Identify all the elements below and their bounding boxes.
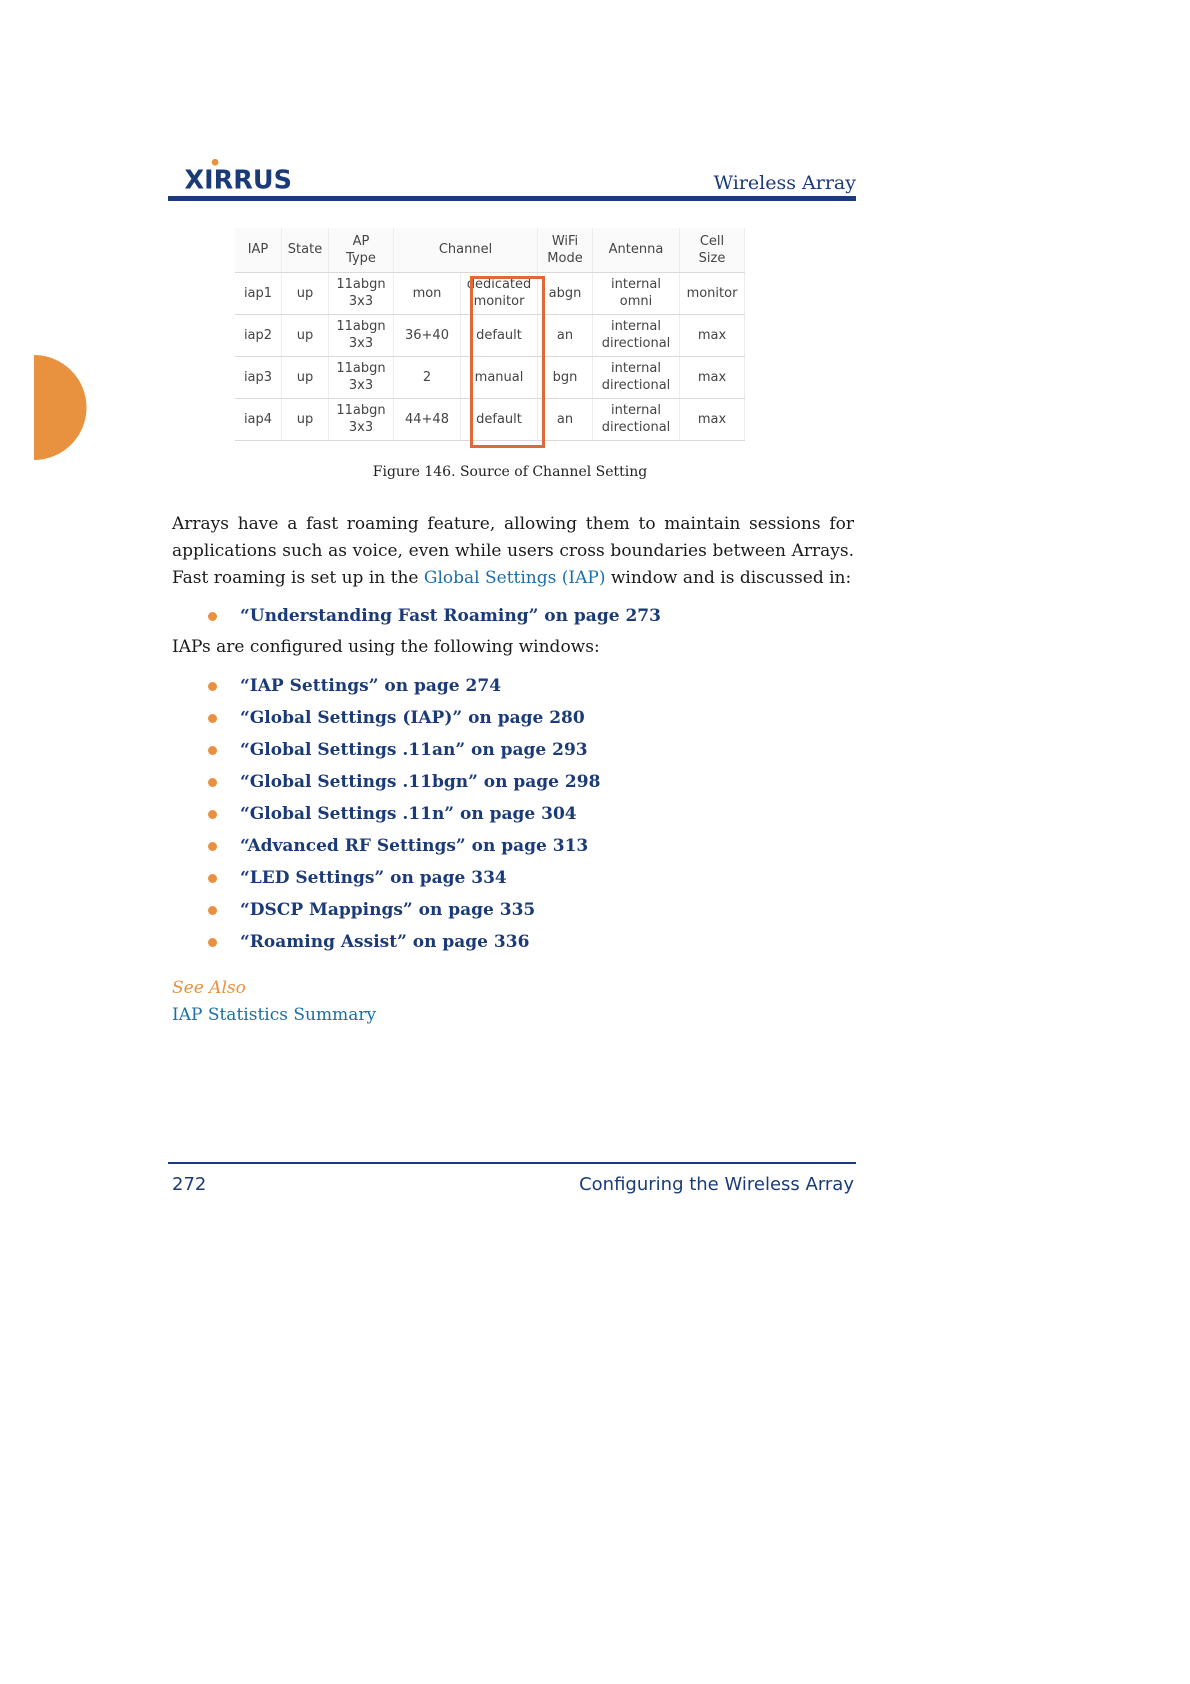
- col-header-wifi-mode: WiFi Mode: [538, 228, 593, 272]
- paragraph-iap-windows: IAPs are configured using the following windows:: [172, 637, 600, 657]
- bullet-icon: [208, 906, 217, 915]
- table-cell: iap1: [235, 272, 282, 314]
- col-header-antenna: Antenna: [593, 228, 680, 272]
- col-header-ap-type: AP Type: [329, 228, 394, 272]
- logo-text: XIRRUS: [184, 165, 292, 192]
- link-text[interactable]: “IAP Settings” on page 274: [240, 676, 502, 696]
- link-text[interactable]: “LED Settings” on page 334: [240, 868, 507, 888]
- table-cell: 11abgn 3x3: [329, 314, 394, 356]
- link-text[interactable]: “Understanding Fast Roaming” on page 273: [240, 606, 661, 626]
- col-header-cell-size: Cell Size: [680, 228, 745, 272]
- channel-source-cell: dedicated monitor: [461, 272, 538, 314]
- table-cell: iap4: [235, 398, 282, 440]
- para-text: window and is discussed in:: [605, 568, 852, 588]
- bullet-icon: [208, 746, 217, 755]
- table-cell: an: [538, 398, 593, 440]
- link-text[interactable]: “DSCP Mappings” on page 335: [240, 900, 536, 920]
- table-cell: up: [282, 398, 329, 440]
- table-cell: 11abgn 3x3: [329, 356, 394, 398]
- table-cell: monitor: [680, 272, 745, 314]
- table-cell: max: [680, 398, 745, 440]
- table-cell: iap2: [235, 314, 282, 356]
- bullet-icon: [208, 612, 217, 621]
- col-header-iap: IAP: [235, 228, 282, 272]
- list-item-link[interactable]: [206, 766, 600, 798]
- table-cell: bgn: [538, 356, 593, 398]
- col-header-channel: Channel: [394, 228, 538, 272]
- fast-roaming-links: [206, 600, 661, 632]
- table-cell: internal omni: [593, 272, 680, 314]
- global-settings-link[interactable]: Global Settings (IAP): [423, 568, 606, 588]
- col-header-state: State: [282, 228, 329, 272]
- table-cell: an: [538, 314, 593, 356]
- list-item-link[interactable]: [206, 830, 600, 862]
- channel-source-cell: default: [461, 314, 538, 356]
- figure-caption: Figure 146. Source of Channel Setting: [372, 464, 648, 480]
- table-cell: max: [680, 314, 745, 356]
- table-header-row: [235, 228, 745, 272]
- chapter-tab: [22, 355, 87, 460]
- bullet-icon: [208, 842, 217, 851]
- table-cell: internal directional: [593, 356, 680, 398]
- channel-source-cell: manual: [461, 356, 538, 398]
- table-cell: internal directional: [593, 314, 680, 356]
- xirrus-logo: [174, 158, 314, 192]
- link-text[interactable]: “Advanced RF Settings” on page 313: [240, 836, 589, 856]
- list-item-link[interactable]: [206, 702, 600, 734]
- see-also-link[interactable]: IAP Statistics Summary: [172, 1005, 377, 1025]
- see-also-heading: See Also: [172, 978, 246, 998]
- list-item-link[interactable]: [206, 862, 600, 894]
- footer-divider: [168, 1162, 856, 1164]
- link-text[interactable]: “Global Settings .11bgn” on page 298: [240, 772, 601, 792]
- link-text[interactable]: “Global Settings .11n” on page 304: [240, 804, 577, 824]
- footer-title: Configuring the Wireless Array: [579, 1174, 854, 1195]
- table-cell: 11abgn 3x3: [329, 398, 394, 440]
- list-item-link[interactable]: [206, 798, 600, 830]
- bullet-icon: [208, 938, 217, 947]
- list-item-link[interactable]: [206, 894, 600, 926]
- channel-source-highlight: [470, 276, 545, 448]
- header-divider: [168, 196, 856, 201]
- table-cell: internal directional: [593, 398, 680, 440]
- table-cell: up: [282, 272, 329, 314]
- para-text: Arrays have a fast roaming feature, allowing them to maintain sessions for applications such as voice, even while users cross boundaries between Arrays. Fast roaming is set up in the: [172, 514, 854, 588]
- bullet-icon: [208, 682, 217, 691]
- link-text[interactable]: “Global Settings (IAP)” on page 280: [240, 708, 585, 728]
- list-item-link[interactable]: [206, 670, 600, 702]
- table-cell: 36+40: [394, 314, 461, 356]
- table-cell: iap3: [235, 356, 282, 398]
- table-cell: mon: [394, 272, 461, 314]
- bullet-icon: [208, 714, 217, 723]
- header-title: Wireless Array: [713, 172, 856, 194]
- bullet-icon: [208, 810, 217, 819]
- channel-source-cell: default: [461, 398, 538, 440]
- list-item-link[interactable]: [206, 926, 600, 958]
- page-number: 272: [172, 1174, 207, 1195]
- bullet-icon: [208, 874, 217, 883]
- list-item-link[interactable]: [206, 734, 600, 766]
- table-cell: up: [282, 356, 329, 398]
- link-text[interactable]: “Global Settings .11an” on page 293: [240, 740, 588, 760]
- iap-window-links: [206, 670, 600, 958]
- table-cell: max: [680, 356, 745, 398]
- table-cell: abgn: [538, 272, 593, 314]
- list-item-link[interactable]: [206, 600, 661, 632]
- table-cell: 11abgn 3x3: [329, 272, 394, 314]
- table-cell: 44+48: [394, 398, 461, 440]
- paragraph-fast-roaming: [172, 511, 854, 592]
- link-text[interactable]: “Roaming Assist” on page 336: [240, 932, 530, 952]
- table-cell: up: [282, 314, 329, 356]
- table-cell: 2: [394, 356, 461, 398]
- bullet-icon: [208, 778, 217, 787]
